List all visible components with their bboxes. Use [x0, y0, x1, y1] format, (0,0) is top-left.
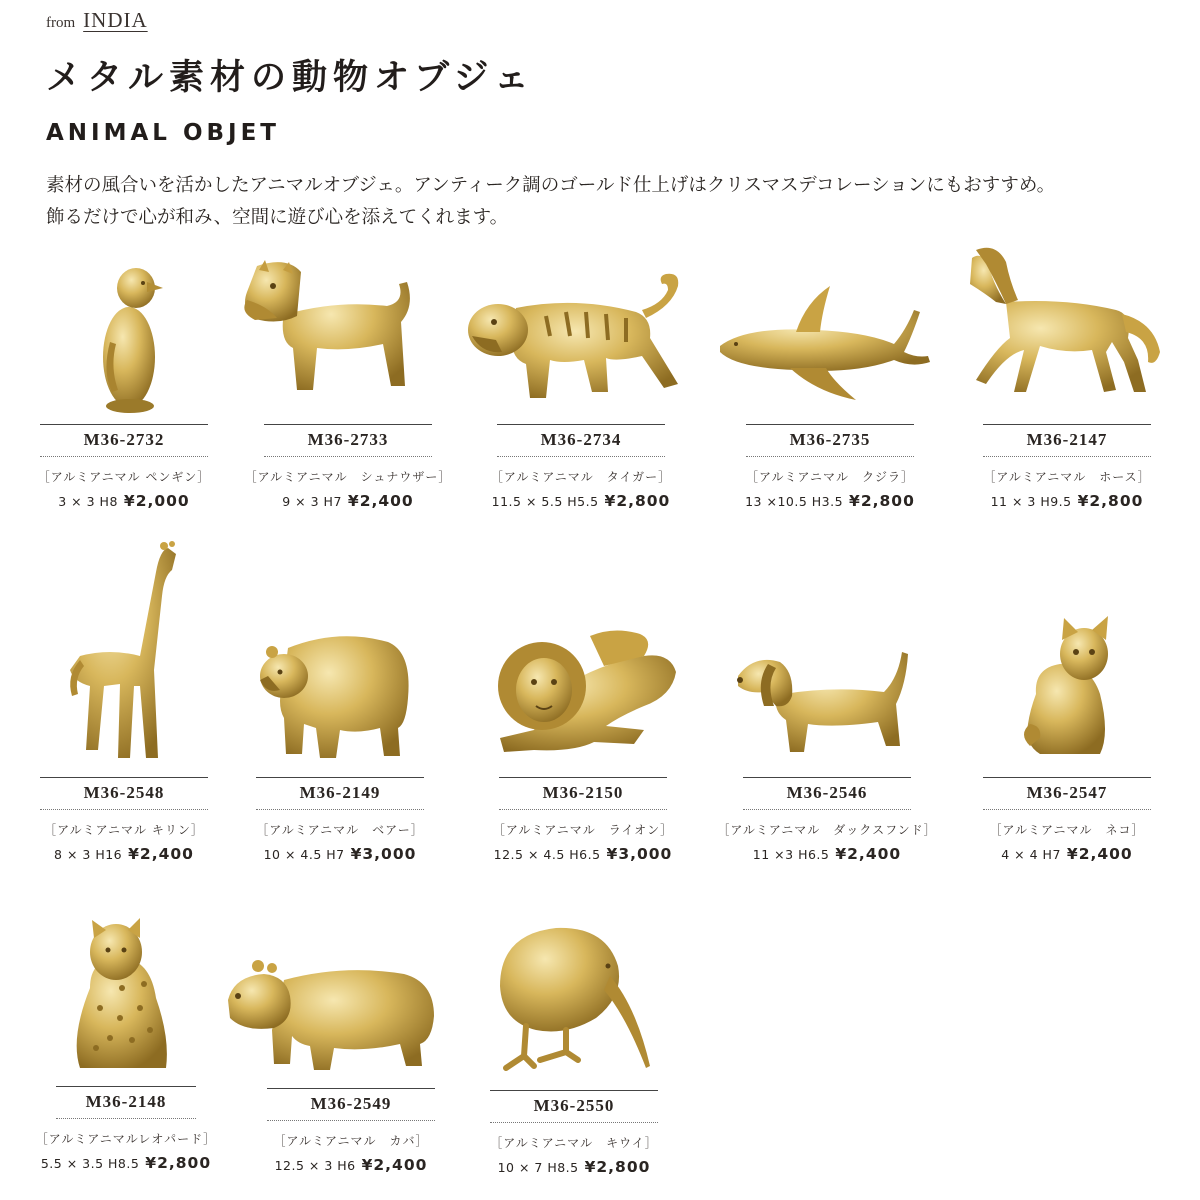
product-photo-bear — [258, 628, 412, 766]
origin-label — [46, 8, 148, 33]
product-price: ¥2,400 — [361, 1156, 428, 1174]
product-dimensions: 12.5 × 4.5 H6.5 — [493, 847, 601, 862]
divider — [983, 777, 1151, 778]
product-price: ¥3,000 — [350, 845, 417, 863]
product-photo-tiger — [466, 266, 692, 412]
dotted-divider — [746, 456, 914, 457]
schnauzer-figurine-icon — [237, 256, 433, 408]
bear-figurine-icon — [258, 628, 412, 762]
product-dimensions: 11.5 × 5.5 H5.5 — [491, 494, 599, 509]
product-code: M36-2148 — [85, 1092, 167, 1111]
description — [46, 170, 1186, 234]
product-photo-horse — [966, 242, 1162, 404]
product-spec — [216, 844, 464, 863]
product-name: ［アルミアニマル クジラ］ — [746, 470, 914, 484]
product-dimensions: 4 × 4 H7 — [1001, 847, 1061, 862]
product-spec — [459, 844, 707, 863]
cat-figurine-icon — [1020, 614, 1118, 764]
dotted-divider — [40, 456, 208, 457]
product-dimensions: 10 × 4.5 H7 — [263, 847, 345, 862]
leopard-figurine-icon — [70, 918, 180, 1072]
divider — [256, 777, 424, 778]
product-code: M36-2732 — [83, 430, 165, 449]
product-name: ［アルミアニマルレオパード］ — [35, 1132, 217, 1146]
product-dimensions: 5.5 × 3.5 H8.5 — [40, 1156, 140, 1171]
description-line: 素材の風合いを活かしたアニマルオブジェ。アンティーク調のゴールド仕上げはクリスマスデコレーションにもおすすめ。 — [46, 175, 1056, 196]
dotted-divider — [743, 809, 911, 810]
divider — [267, 1088, 435, 1089]
product-spec — [224, 491, 472, 510]
dotted-divider — [40, 809, 208, 810]
description-line: 飾るだけで心が和み、空間に遊び心を添えてくれます。 — [46, 207, 509, 228]
lion-figurine-icon — [494, 626, 678, 762]
divider — [490, 1090, 658, 1091]
page-subtitle: ANIMAL OBJET — [46, 120, 280, 146]
divider — [499, 777, 667, 778]
product-photo-whale — [716, 282, 934, 408]
product-price: ¥2,400 — [835, 845, 902, 863]
product-photo-cat — [1020, 614, 1118, 768]
dotted-divider — [256, 809, 424, 810]
product-name: ［アルミアニマル ホース］ — [983, 470, 1151, 484]
horse-figurine-icon — [966, 242, 1162, 400]
divider — [40, 424, 208, 425]
product-price: ¥2,800 — [584, 1158, 651, 1176]
product-price: ¥2,400 — [128, 845, 194, 863]
product-name: ［アルミアニマル ベアー］ — [256, 823, 424, 837]
product-name: ［アルミアニマル ダックスフンド］ — [717, 823, 937, 837]
product-spec — [706, 491, 954, 510]
product-name: ［アルミアニマル カバ］ — [273, 1134, 429, 1148]
product-code: M36-2733 — [307, 430, 389, 449]
product-price: ¥2,800 — [604, 492, 671, 510]
product-code: M36-2734 — [540, 430, 622, 449]
giraffe-figurine-icon — [60, 536, 178, 762]
product-dimensions: 8 × 3 H16 — [54, 847, 123, 862]
product-dimensions: 3 × 3 H8 — [58, 494, 118, 509]
product-code: M36-2548 — [83, 783, 165, 802]
product-spec — [943, 844, 1191, 863]
product-name: ［アルミアニマル タイガー］ — [490, 470, 672, 484]
product-price: ¥2,800 — [1077, 492, 1144, 510]
product-name: ［アルミアニマル ライオン］ — [492, 823, 674, 837]
product-photo-kiwi — [496, 926, 654, 1076]
divider — [497, 424, 665, 425]
product-spec — [450, 1157, 698, 1176]
product-code: M36-2546 — [786, 783, 868, 802]
product-spec — [16, 1153, 236, 1172]
dotted-divider — [264, 456, 432, 457]
product-code: M36-2149 — [299, 783, 381, 802]
product-code: M36-2549 — [310, 1094, 392, 1113]
page-title: メタル素材の動物オブジェ — [46, 58, 535, 98]
product-spec — [703, 844, 951, 863]
divider — [56, 1086, 196, 1087]
product-code: M36-2150 — [542, 783, 624, 802]
product-photo-hippo — [224, 960, 436, 1076]
dachshund-figurine-icon — [734, 648, 910, 758]
hippo-figurine-icon — [224, 960, 436, 1072]
divider — [746, 424, 914, 425]
product-photo-leopard — [70, 918, 180, 1076]
product-price: ¥2,000 — [123, 492, 190, 510]
product-code: M36-2547 — [1026, 783, 1108, 802]
divider — [983, 424, 1151, 425]
product-price: ¥2,400 — [1066, 845, 1133, 863]
divider — [264, 424, 432, 425]
product-name: ［アルミアニマル キウイ］ — [490, 1136, 658, 1150]
product-photo-schnauzer — [237, 256, 433, 412]
product-photo-dachshund — [734, 648, 910, 762]
dotted-divider — [56, 1118, 196, 1119]
dotted-divider — [983, 809, 1151, 810]
product-dimensions: 11 ×3 H6.5 — [752, 847, 830, 862]
origin-country: INDIA — [83, 8, 148, 32]
product-price: ¥2,800 — [849, 492, 915, 510]
product-dimensions: 11 × 3 H9.5 — [990, 494, 1072, 509]
kiwi-figurine-icon — [496, 926, 654, 1072]
product-name: ［アルミアニマル キリン］ — [44, 823, 204, 837]
dotted-divider — [499, 809, 667, 810]
product-photo-penguin — [92, 262, 166, 418]
dotted-divider — [490, 1122, 658, 1123]
product-code: M36-2550 — [533, 1096, 615, 1115]
dotted-divider — [497, 456, 665, 457]
product-name: ［アルミアニマル シュナウザー］ — [244, 470, 452, 484]
divider — [40, 777, 208, 778]
product-spec — [0, 491, 248, 510]
product-price: ¥3,000 — [606, 845, 673, 863]
product-dimensions: 10 × 7 H8.5 — [497, 1160, 579, 1175]
dotted-divider — [267, 1120, 435, 1121]
product-spec — [227, 1155, 475, 1174]
tiger-figurine-icon — [466, 266, 692, 408]
product-code: M36-2735 — [789, 430, 871, 449]
product-photo-giraffe — [60, 536, 178, 766]
product-spec — [457, 491, 705, 510]
product-dimensions: 12.5 × 3 H6 — [274, 1158, 356, 1173]
product-dimensions: 9 × 3 H7 — [282, 494, 342, 509]
origin-from: from — [46, 15, 76, 31]
product-code: M36-2147 — [1026, 430, 1108, 449]
product-name: ［アルミアニマル ネコ］ — [989, 823, 1145, 837]
product-price: ¥2,800 — [145, 1154, 212, 1172]
product-name: ［アルミアニマル ペンギン］ — [37, 470, 211, 484]
whale-figurine-icon — [716, 282, 934, 404]
product-spec — [0, 844, 248, 863]
product-spec — [943, 491, 1191, 510]
penguin-figurine-icon — [92, 262, 166, 414]
dotted-divider — [983, 456, 1151, 457]
product-photo-lion — [494, 626, 678, 766]
product-price: ¥2,400 — [347, 492, 414, 510]
product-dimensions: 13 ×10.5 H3.5 — [745, 494, 844, 509]
divider — [743, 777, 911, 778]
